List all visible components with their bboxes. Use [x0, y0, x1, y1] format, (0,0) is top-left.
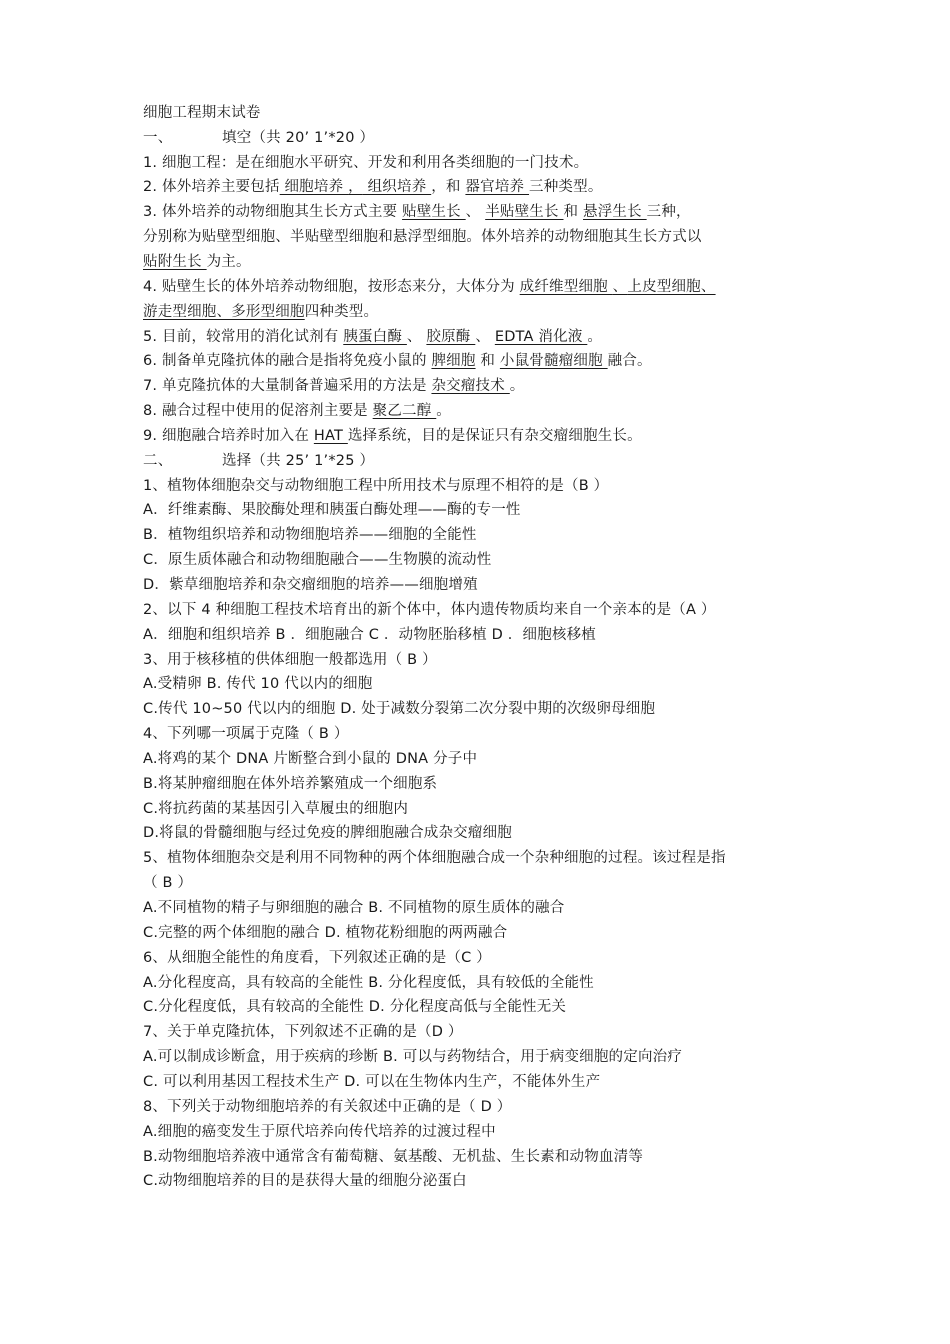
question-6: 6. 制备单克隆抗体的融合是指将免疫小鼠的 脾细胞 和 小鼠骨髓瘤细胞 融合。	[143, 353, 652, 369]
text-line: C.完整的两个体细胞的融合 D. 植物花粉细胞的两两融合	[143, 925, 508, 941]
text-line: 5、植物体细胞杂交是利用不同物种的两个体细胞融合成一个杂种细胞的过程。该过程是指	[143, 850, 726, 866]
answer-blank: 小鼠骨髓瘤细胞	[499, 353, 608, 369]
answer-blank: 胰蛋白酶	[343, 329, 407, 345]
question-2: 2. 体外培养主要包括 细胞培养 ， 组织培养 ，和 器官培养 三种类型。	[143, 179, 603, 195]
answer-blank: 半贴壁生长	[485, 204, 564, 220]
text-line: A．细胞和组织培养 B ．细胞融合 C ．动物胚胎移植 D ．细胞核移植	[143, 627, 597, 643]
answer-blank: 器官培养	[465, 179, 530, 195]
text-line: 1、植物体细胞杂交与动物细胞工程中所用技术与原理不相符的是（B ）	[143, 478, 609, 494]
text-line: A.分化程度高，具有较高的全能性 B. 分化程度低，具有较低的全能性	[143, 975, 594, 991]
question-1: 1. 细胞工程：是在细胞水平研究、开发和利用各类细胞的一门技术。	[143, 155, 589, 171]
text-line: B.动物细胞培养液中通常含有葡萄糖、氨基酸、无机盐、生长素和动物血清等	[143, 1149, 644, 1165]
section-title: 填空（共 20’ 1’*20 ）	[222, 130, 375, 146]
section-title: 选择（共 25’ 1’*25 ）	[222, 453, 375, 469]
question-3-line-2: 分别称为贴壁型细胞、半贴壁型细胞和悬浮型细胞。体外培养的动物细胞其生长方式以	[143, 229, 702, 245]
text-line: A.受精卵 B. 传代 10 代以内的细胞	[143, 676, 373, 692]
text-line: （ B ）	[143, 875, 193, 891]
answer-blank: EDTA 消化液	[494, 329, 588, 345]
answer-blank: 脾细胞	[431, 353, 476, 369]
answer-blank: 上皮型细胞、	[627, 279, 716, 295]
answer-blank: 贴壁生长	[402, 204, 466, 220]
text-line: C.传代 10~50 代以内的细胞 D. 处于减数分裂第二次分裂中期的次级卵母细胞	[143, 701, 656, 717]
text-line: C.分化程度低，具有较高的全能性 D. 分化程度高低与全能性无关	[143, 999, 567, 1015]
answer-blank: 聚乙二醇	[372, 403, 437, 419]
question-7: 7. 单克隆抗体的大量制备普遍采用的方法是 杂交瘤技术 。	[143, 378, 525, 394]
answer-blank: 游走型细胞、多形型细胞	[143, 304, 305, 320]
answer-blank: 成纤维型细胞	[519, 279, 613, 295]
text-line: 8、下列关于动物细胞培养的有关叙述中正确的是（ D ）	[143, 1099, 512, 1115]
section-heading-choice	[143, 450, 374, 472]
section-number: 一、	[143, 130, 173, 146]
answer-blank: 胶原酶	[426, 329, 476, 345]
text-line: 4、下列哪一项属于克隆（ B ）	[143, 726, 349, 742]
text-line: A.细胞的癌变发生于原代培养向传代培养的过渡过程中	[143, 1124, 496, 1140]
answer-blank: 细胞培养	[279, 179, 349, 195]
text-line: 2、以下 4 种细胞工程技术培育出的新个体中，体内遗传物质均来自一个亲本的是（A ）	[143, 602, 716, 618]
answer-blank: 组织培养	[362, 179, 432, 195]
text-line: C.动物细胞培养的目的是获得大量的细胞分泌蛋白	[143, 1173, 467, 1189]
text-line: 6、从细胞全能性的角度看，下列叙述正确的是（C ）	[143, 950, 491, 966]
question-4: 4. 贴壁生长的体外培养动物细胞，按形态来分，大体分为 成纤维型细胞 、上皮型细胞、	[143, 279, 716, 295]
text-line: C. 可以利用基因工程技术生产 D. 可以在生物体内生产，不能体外生产	[143, 1074, 601, 1090]
question-4-line-2: 游走型细胞、多形型细胞四种类型。	[143, 304, 379, 320]
question-8: 8. 融合过程中使用的促溶剂主要是 聚乙二醇 。	[143, 403, 451, 419]
section-number: 二、	[143, 453, 173, 469]
text-line: C．原生质体融合和动物细胞融合——生物膜的流动性	[143, 552, 492, 568]
question-5: 5. 目前，较常用的消化试剂有 胰蛋白酶 、 胶原酶 、 EDTA 消化液 。	[143, 329, 603, 345]
text-line: A.可以制成诊断盒，用于疾病的珍断 B. 可以与药物结合，用于病变细胞的定向治疗	[143, 1049, 683, 1065]
text-line: C.将抗药菌的某基因引入草履虫的细胞内	[143, 801, 409, 817]
text-line: 7、关于单克隆抗体，下列叙述不正确的是（D ）	[143, 1024, 463, 1040]
exam-title: 细胞工程期末试卷	[143, 105, 261, 121]
question-9: 9. 细胞融合培养时加入在 HAT 选择系统，目的是保证只有杂交瘤细胞生长。	[143, 428, 642, 444]
text-line: A.将鸡的某个 DNA 片断整合到小鼠的 DNA 分子中	[143, 751, 478, 767]
question-3-line-3: 贴附生长 为主。	[143, 254, 251, 270]
text-line: A.不同植物的精子与卵细胞的融合 B. 不同植物的原生质体的融合	[143, 900, 565, 916]
text-line: A．纤维素酶、果胶酶处理和胰蛋白酶处理——酶的专一性	[143, 502, 521, 518]
text-line: B．植物组织培养和动物细胞培养——细胞的全能性	[143, 527, 477, 543]
question-3: 3. 体外培养的动物细胞其生长方式主要 贴壁生长 、 半贴壁生长 和 悬浮生长 三种，	[143, 204, 691, 220]
answer-blank: 杂交瘤技术	[431, 378, 510, 394]
text-line: D．紫草细胞培养和杂交瘤细胞的培养——细胞增殖	[143, 577, 478, 593]
text-line: B.将某肿瘤细胞在体外培养繁殖成一个细胞系	[143, 776, 438, 792]
answer-blank: 贴附生长	[143, 254, 207, 270]
text-line: 3、用于核移植的供体细胞一般都选用（ B ）	[143, 652, 437, 668]
answer-blank: HAT	[313, 428, 348, 444]
text-line: D.将鼠的骨髓细胞与经过免疫的脾细胞融合成杂交瘤细胞	[143, 825, 512, 841]
section-heading-fill-blank	[143, 127, 374, 149]
answer-blank: 悬浮生长	[583, 204, 647, 220]
